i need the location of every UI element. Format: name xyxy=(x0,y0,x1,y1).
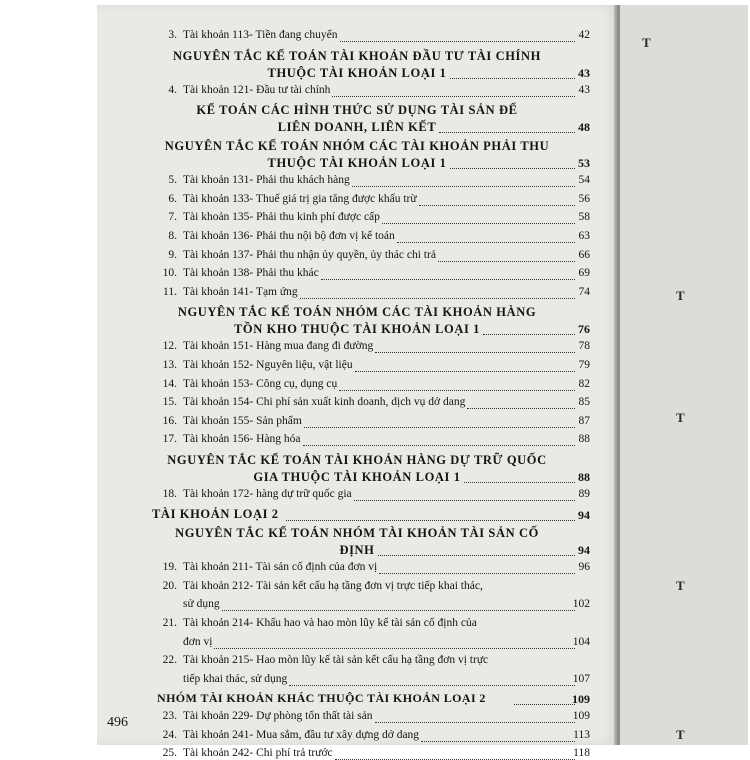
section-heading: NGUYÊN TẮC KẾ TOÁN TÀI KHOẢN HÀNG DỰ TRỮ QUỐC xyxy=(167,453,547,467)
toc-item-page: 89 xyxy=(578,488,590,500)
leader-dots xyxy=(382,223,575,224)
toc-item-title: Tài khoản 154- Chi phí sản xuất kinh doanh, dịch vụ dở dang xyxy=(183,396,466,409)
toc-item-number: 3. xyxy=(168,29,177,41)
toc-item-number: 14. xyxy=(162,377,177,390)
leader-dots xyxy=(467,408,575,409)
section-heading: TÀI KHOẢN LOẠI 2 xyxy=(152,506,279,521)
leader-dots xyxy=(304,427,575,428)
section-heading: GIA THUỘC TÀI KHOẢN LOẠI 1 xyxy=(253,470,461,484)
section-page: 94 xyxy=(578,507,590,522)
section-heading: LIÊN DOANH, LIÊN KẾT xyxy=(277,120,437,135)
toc-item-number: 13. xyxy=(162,359,177,371)
toc-item-title: Tài khoản 155- Sản phẩm xyxy=(183,414,302,427)
leader-dots xyxy=(450,78,575,79)
toc-item-title: Tài khoản 131- Phải thu khách hàng xyxy=(183,174,350,187)
book-page xyxy=(97,5,617,760)
toc-item-page: 58 xyxy=(578,211,590,224)
toc-item-page: 118 xyxy=(573,747,590,760)
toc-item-page: 42 xyxy=(578,29,590,41)
leader-dots xyxy=(378,555,575,556)
toc-item-page: 104 xyxy=(572,635,590,648)
toc-item-page: 87 xyxy=(578,414,590,427)
toc-item-page: 54 xyxy=(578,174,590,187)
toc-item-title: Tài khoản 133- Thuế giá trị gia tăng được khấu trừ xyxy=(183,192,417,205)
toc-item-page: 96 xyxy=(578,561,590,574)
toc-item-number: 16. xyxy=(162,414,177,427)
toc-item-title: Tài khoản 136- Phải thu nội bộ đơn vị kế toán xyxy=(183,230,395,242)
leader-dots xyxy=(514,704,575,705)
toc-item-title: Tài khoản 156- Hàng hóa xyxy=(183,433,301,446)
section-page: 88 xyxy=(578,470,590,484)
leader-dots xyxy=(483,334,575,335)
toc-item-title: Tài khoản 152- Nguyên liệu, vật liệu xyxy=(183,359,353,371)
edge-letter: T xyxy=(676,727,685,742)
leader-dots xyxy=(289,685,575,686)
toc-item-page: 82 xyxy=(578,377,590,390)
leader-dots xyxy=(438,261,575,262)
leader-dots xyxy=(339,390,575,391)
toc-item-number: 11. xyxy=(163,285,177,298)
toc-item-page: 88 xyxy=(578,433,590,446)
section-heading: NGUYÊN TẮC KẾ TOÁN TÀI KHOẢN ĐẦU TƯ TÀI CHÍNH xyxy=(173,48,541,63)
leader-dots xyxy=(352,186,575,187)
toc-item-number: 6. xyxy=(168,192,177,205)
toc-item-page: 78 xyxy=(578,340,590,353)
toc-item-page: 66 xyxy=(578,248,590,261)
toc-item-page: 74 xyxy=(578,285,590,298)
toc-item-title-cont: sử dụng xyxy=(183,598,220,611)
leader-dots xyxy=(321,279,575,280)
toc-item-page: 113 xyxy=(573,728,590,741)
section-page: 76 xyxy=(578,322,590,337)
toc-item-title: Tài khoản 241- Mua sắm, đầu tư xây dựng dở dang xyxy=(183,728,420,741)
toc-item-number: 21. xyxy=(162,617,177,629)
toc-item-number: 23. xyxy=(162,710,177,722)
leader-dots xyxy=(439,132,575,133)
toc-item-number: 17. xyxy=(162,433,177,446)
toc-item-title: Tài khoản 138- Phải thu khác xyxy=(183,267,319,280)
toc-item-title: Tài khoản 113- Tiền đang chuyển xyxy=(183,29,338,41)
toc-item-number: 10. xyxy=(162,267,177,280)
edge-letter: T xyxy=(676,288,685,303)
toc-item-title: Tài khoản 153- Công cụ, dụng cụ xyxy=(183,377,338,390)
leader-dots xyxy=(450,168,575,169)
toc-item-page: 43 xyxy=(578,83,590,96)
leader-dots xyxy=(340,41,575,42)
toc-item-title: Tài khoản 121- Đầu tư tài chính xyxy=(183,83,331,96)
leader-dots xyxy=(300,298,575,299)
section-page: 94 xyxy=(578,543,590,558)
section-page: 109 xyxy=(572,692,590,707)
toc-item-number: 8. xyxy=(168,230,177,242)
section-heading: NGUYÊN TẮC KẾ TOÁN NHÓM CÁC TÀI KHOẢN PHẢI THU xyxy=(164,139,550,154)
toc-item-title: Tài khoản 151- Hàng mua đang đi đường xyxy=(183,340,374,353)
toc-item-number: 12. xyxy=(162,340,177,353)
section-heading: THUỘC TÀI KHOẢN LOẠI 1 xyxy=(267,156,447,171)
toc-item-page: 85 xyxy=(578,396,590,409)
toc-item-number: 5. xyxy=(168,174,177,187)
leader-dots xyxy=(355,371,575,372)
section-page: 53 xyxy=(578,156,590,171)
toc-item-number: 4. xyxy=(168,83,177,96)
page-number: 496 xyxy=(107,715,128,730)
section-page: 48 xyxy=(578,120,590,135)
toc-item-title: Tài khoản 135- Phải thu kinh phí được cấp xyxy=(183,211,380,224)
leader-dots xyxy=(354,500,575,501)
leader-dots xyxy=(303,445,575,446)
toc-item-number: 19. xyxy=(162,561,177,574)
toc-item-number: 20. xyxy=(162,579,177,592)
toc-item-title: Tài khoản 215- Hao mòn lũy kế tài sản kết cấu hạ tầng đơn vị trực xyxy=(183,654,489,667)
section-heading: NHÓM TÀI KHOẢN KHÁC THUỘC TÀI KHOẢN LOẠI 2 xyxy=(157,691,486,706)
leader-dots xyxy=(397,242,575,243)
toc-item-page: 102 xyxy=(572,598,590,611)
section-page: 43 xyxy=(578,65,590,80)
toc-item-number: 18. xyxy=(162,488,177,500)
leader-dots xyxy=(286,520,575,521)
toc-item-page: 56 xyxy=(578,192,590,205)
leader-dots xyxy=(375,352,575,353)
toc-item-title: Tài khoản 141- Tạm ứng xyxy=(183,285,298,298)
toc-item-title: Tài khoản 211- Tài sản cố định của đơn vị xyxy=(183,561,378,574)
leader-dots xyxy=(421,741,575,742)
toc-item-page: 69 xyxy=(578,267,590,280)
section-heading: NGUYÊN TẮC KẾ TOÁN NHÓM TÀI KHOẢN TÀI SẢN CỐ xyxy=(175,526,539,541)
toc-item-number: 24. xyxy=(162,728,177,741)
toc-item-page: 109 xyxy=(572,710,590,722)
toc-item-title: Tài khoản 137- Phải thu nhận ủy quyền, ủy thác chi trả xyxy=(183,248,436,261)
toc-item-number: 25. xyxy=(162,747,177,760)
toc-item-title-cont: đơn vị xyxy=(183,635,213,648)
edge-letter: T xyxy=(676,578,685,593)
toc-item-title: Tài khoản 212- Tài sản kết cấu hạ tầng đơn vị trực tiếp khai thác, xyxy=(183,579,483,592)
leader-dots xyxy=(222,610,575,611)
toc-item-number: 7. xyxy=(168,211,177,224)
toc-item-title: Tài khoản 214- Khấu hao và hao mòn lũy kế tài sản cố định của xyxy=(183,617,477,629)
toc-item-page: 79 xyxy=(578,359,590,371)
section-heading: ĐỊNH xyxy=(339,543,375,558)
edge-letter: T xyxy=(676,410,685,425)
leader-dots xyxy=(214,648,575,649)
leader-dots xyxy=(375,722,575,723)
leader-dots xyxy=(464,482,575,483)
leader-dots xyxy=(379,573,575,574)
section-heading: THUỘC TÀI KHOẢN LOẠI 1 xyxy=(267,65,447,80)
leader-dots xyxy=(419,205,575,206)
toc-item-title: Tài khoản 172- hàng dự trữ quốc gia xyxy=(183,488,352,500)
edge-letter: T xyxy=(642,35,651,50)
facing-page-edge xyxy=(617,5,748,745)
toc-item-title: Tài khoản 229- Dự phòng tổn thất tài sản xyxy=(183,710,373,722)
toc-item-number: 9. xyxy=(168,248,177,261)
toc-item-number: 22. xyxy=(162,654,177,667)
toc-item-number: 15. xyxy=(162,396,177,409)
section-heading: TỒN KHO THUỘC TÀI KHOẢN LOẠI 1 xyxy=(233,322,481,337)
leader-dots xyxy=(332,96,575,97)
toc-item-title: Tài khoản 242- Chi phí trả trước xyxy=(183,747,333,760)
section-heading: NGUYÊN TẮC KẾ TOÁN NHÓM CÁC TÀI KHOẢN HÀNG xyxy=(177,305,537,320)
toc-item-page: 107 xyxy=(572,672,590,685)
toc-item-title-cont: tiếp khai thác, sử dụng xyxy=(183,672,288,685)
section-heading: KẾ TOÁN CÁC HÌNH THỨC SỬ DỤNG TÀI SẢN ĐỂ xyxy=(196,103,518,118)
toc-item-page: 63 xyxy=(578,230,590,242)
